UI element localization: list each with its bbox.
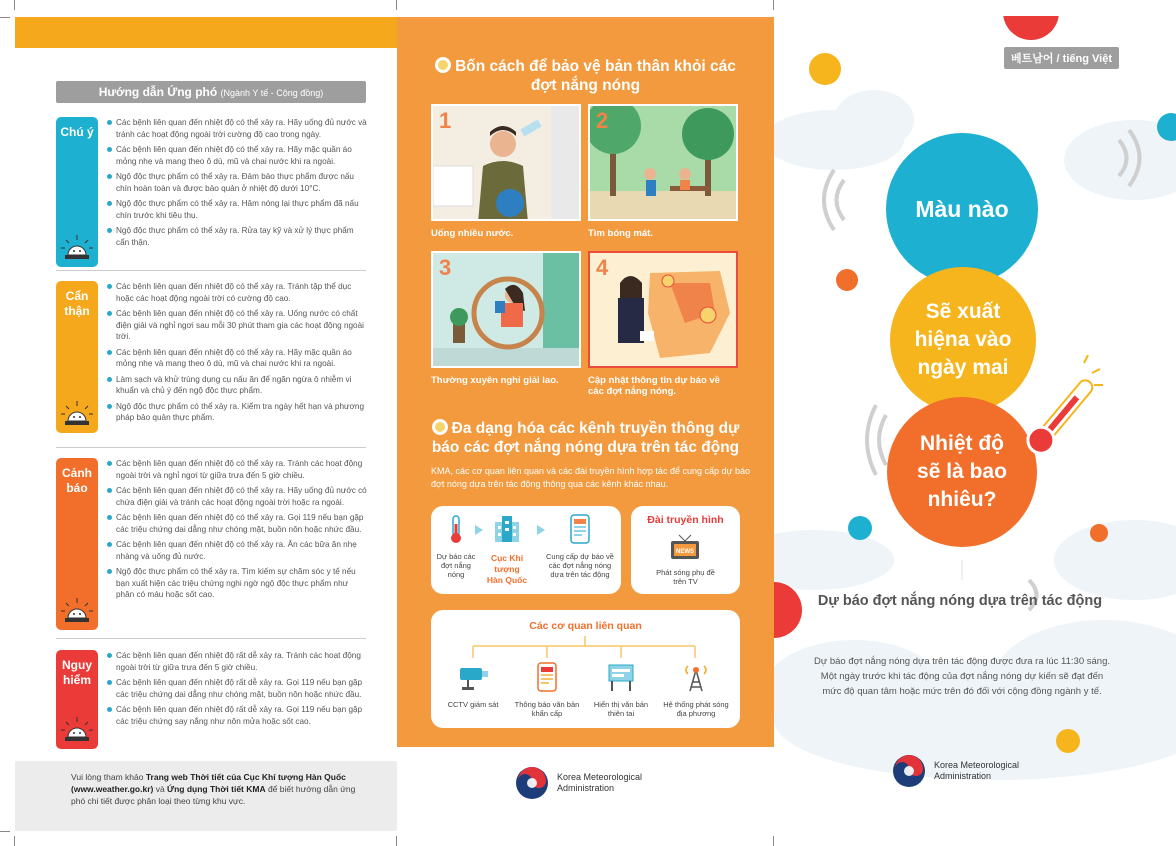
guideline-item: Các bệnh liên quan đến nhiệt độ rất dễ xảy ra. Gọi 119 nếu bạn gặp các triệu chứng dai dẳng như chóng mặt, buồn nôn hoặc nhức đầu. — [107, 677, 367, 700]
level-label: thận — [64, 304, 90, 318]
divider — [56, 270, 366, 271]
flow-text: Hàn Quốc — [486, 575, 528, 585]
question-text: Sẽ xuất — [925, 300, 1001, 323]
tip-image-take-breaks — [431, 251, 581, 368]
guideline-item: Các bệnh liên quan đến nhiệt độ có thể xảy ra. Ăn các bữa ăn nhẹ nhàng và uống đủ nước. — [107, 539, 367, 562]
siren-icon — [60, 596, 94, 624]
heading-line: đợt nắng nóng — [530, 77, 641, 94]
danger-guidelines — [107, 650, 367, 731]
guideline-item: Ngộ độc thực phẩm có thể xảy ra. Tìm kiếm sự chăm sóc y tế nếu bạn xuất hiện các triệu chứng nghi ngờ ngộ độc thực phẩm như phân có máu hoặc sốt cao. — [107, 566, 367, 601]
question-circle-color — [886, 133, 1038, 285]
siren-icon — [60, 399, 94, 427]
level-tag-warning — [56, 458, 98, 630]
guideline-item: Các bệnh liên quan đến nhiệt độ có thể xảy ra. Hãy uống đủ nước và tránh các hoạt động ngoài trời cường độ cao trong ngày. — [107, 117, 367, 140]
heading-line: Đa dạng hóa các kênh truyền thông dự — [451, 420, 740, 437]
heading-line: báo các đợt nắng nóng dựa trên tác động — [431, 439, 740, 456]
level-label: hiểm — [62, 673, 91, 687]
header-title: Hướng dẫn Ứng phó — [98, 85, 218, 99]
cover-subtitle: Dự báo đợt nắng nóng dựa trên tác động — [817, 593, 1103, 609]
news-label: NEWS — [676, 549, 694, 555]
agency-disaster-display — [587, 662, 655, 718]
tip-caption — [588, 375, 720, 397]
agency-local-broadcast — [659, 662, 733, 718]
level-caution — [56, 281, 366, 433]
agency-label: Hiển thị văn bản — [593, 700, 649, 709]
guideline-item: Các bệnh liên quan đến nhiệt độ rất dễ xảy ra. Gọi 119 nếu bạn gặp các triệu chứng say nắng như nôn mửa hoặc sốt cao. — [107, 704, 367, 727]
question-text: nhiêu? — [927, 488, 997, 511]
shade-park-illustration — [590, 106, 738, 221]
kma-app-link[interactable]: Ứng dụng Thời tiết KMA — [167, 784, 266, 794]
related-agencies-box — [431, 610, 740, 728]
tv-caption-line: trên TV — [673, 577, 698, 586]
bullet-dot-icon — [432, 419, 448, 435]
flow-step-provide — [543, 514, 617, 579]
logo-line: Administration — [557, 783, 615, 793]
phone-forecast-icon — [569, 514, 591, 544]
tip-number: 3 — [439, 255, 452, 280]
tv-news-icon — [669, 534, 701, 562]
tip-image-forecast-update — [588, 251, 738, 368]
agencies-connector — [431, 636, 740, 664]
taegeuk-logo-icon — [892, 754, 926, 788]
divider — [56, 638, 366, 639]
response-guide-header — [56, 81, 366, 103]
kma-logo-cover — [892, 754, 1019, 788]
guideline-item: Ngộ độc thực phẩm có thể xảy ra. Hâm nóng lại thực phẩm đã nấu chín trước khi tiêu thụ. — [107, 198, 367, 221]
siren-icon — [60, 715, 94, 743]
agency-label: khẩn cấp — [531, 709, 563, 718]
attention-guidelines — [107, 117, 367, 252]
guideline-item: Ngộ độc thực phẩm có thể xảy ra. Rửa tay kỹ và xử lý thực phẩm cẩn thận. — [107, 225, 367, 248]
level-label: Nguy — [62, 658, 92, 672]
forecast-flow-box — [431, 506, 621, 594]
agency-label: Thông báo văn bản — [514, 700, 580, 709]
question-text: sẽ là bao — [917, 460, 1007, 483]
guideline-item: Các bệnh liên quan đến nhiệt độ có thể xảy ra. Gọi 119 nếu bạn gặp các triệu chứng dai dẳng như chóng mặt, buồn nôn hoặc nhức đầu. — [107, 512, 367, 535]
section-heading-tips — [397, 57, 774, 95]
description-line: mức độ quan tâm hoặc mức trên đó đối với cộng đồng ngành y tế. — [822, 686, 1102, 697]
channels-intro-text: KMA, các cơ quan liên quan và các đài truyền hình hợp tác để cung cấp dự báo đợt nóng dựa trên tác động thông qua các kênh khác nhau. — [431, 466, 751, 489]
flow-text: Cung cấp dự báo về — [546, 552, 614, 561]
agency-label: thiên tai — [607, 709, 635, 718]
cover-panel — [774, 0, 1176, 846]
section-heading-channels — [397, 419, 774, 457]
divider — [56, 447, 366, 448]
crop-mark — [14, 836, 15, 846]
question-text: Nhiệt độ — [920, 432, 1004, 455]
guideline-item: Các bệnh liên quan đến nhiệt độ có thể xảy ra. Hãy mặc quần áo mỏng nhẹ và mang theo ô dù, mũ và chai nước khi ra ngoài. — [107, 144, 367, 167]
description-line: Một ngày trước khi tác động của đợt nắng nóng dự kiến sẽ đạt đến — [820, 671, 1104, 682]
flow-step-forecast — [433, 514, 479, 579]
guideline-item: Các bệnh liên quan đến nhiệt độ có thể xảy ra. Tránh tập thể dục hoặc các hoạt động ngoài trời có cường độ cao. — [107, 281, 367, 304]
tv-broadcast-box — [631, 506, 740, 594]
taegeuk-logo-icon — [515, 766, 549, 800]
guideline-item: Ngộ độc thực phẩm có thể xảy ra. Đảm bảo thực phẩm được nấu chín hoàn toàn và được bảo quản ở nhiệt độ dưới 10°C. — [107, 171, 367, 194]
kma-logo-text — [934, 760, 1019, 782]
signboard-icon — [606, 662, 636, 692]
level-tag-danger — [56, 650, 98, 749]
kma-logo-text — [557, 772, 642, 794]
cover-description — [812, 654, 1112, 699]
flow-text: Cục Khí tượng — [490, 553, 524, 574]
tv-caption-line: Phát sóng phụ đề — [656, 568, 715, 577]
guideline-item: Các bệnh liên quan đến nhiệt độ có thể xảy ra. Hãy uống đủ nước có chứa điện giải và tránh các hoạt động ngoài trời hoặc ra ngoài. — [107, 485, 367, 508]
guideline-item: Các bệnh liên quan đến nhiệt độ có thể xảy ra. Tránh các hoạt động ngoài trời và nghỉ ngơi từ giữa trưa đến 5 giờ chiều. — [107, 458, 367, 481]
warning-guidelines — [107, 458, 367, 605]
language-badge: 베트남어 / tiếng Việt — [1004, 47, 1119, 69]
logo-line: Administration — [934, 771, 992, 781]
heading-line: Bốn cách để bảo vệ bản thân khỏi các — [455, 58, 736, 75]
agency-label: CCTV giám sát — [447, 700, 499, 709]
emergency-phone-icon — [536, 662, 558, 692]
tip-caption-line: Cập nhật thông tin dự báo về — [588, 375, 720, 386]
reference-footer — [15, 761, 397, 831]
caution-guidelines — [107, 281, 367, 428]
tip-caption: Thường xuyên nghỉ giải lao. — [431, 375, 559, 386]
tip-caption: Uống nhiều nước. — [431, 228, 514, 239]
forecast-presenter-illustration — [590, 253, 738, 368]
guideline-item: Các bệnh liên quan đến nhiệt độ rất dễ xảy ra. Tránh các hoạt động ngoài trời từ giữa trưa đến 5 giờ chiều. — [107, 650, 367, 673]
question-text: hiệna vào — [914, 328, 1012, 351]
level-label: Cẩn — [65, 289, 89, 303]
thermometer-icon — [448, 514, 464, 544]
tip-image-find-shade — [588, 104, 738, 221]
agency-emergency-text — [513, 662, 581, 718]
level-tag-caution — [56, 281, 98, 433]
tv-title: Đài truyền hình — [647, 514, 724, 526]
crop-mark — [0, 831, 10, 832]
tip-number: 4 — [596, 255, 609, 280]
tip-number: 1 — [439, 108, 452, 133]
top-accent-bar — [15, 17, 397, 48]
footer-text: để biết hướng dẫn ứng phó chi tiết được phân loại theo từng khu vực. — [71, 784, 356, 806]
bullet-dot-icon — [435, 57, 451, 73]
kma-website-link[interactable]: Trang web Thời tiết của Cục Khí tượng Hàn Quốc (www.weather.go.kr) — [71, 772, 346, 794]
crop-mark — [0, 17, 10, 18]
tip-number: 2 — [596, 108, 609, 133]
flow-text: nóng — [447, 570, 465, 579]
thermometer-icon — [1004, 355, 1104, 465]
description-line: Dự báo đợt nắng nóng dựa trên tác động được đưa ra lúc 11:30 sáng. — [814, 656, 1110, 667]
tips-panel — [397, 17, 774, 747]
guideline-item: Làm sạch và khử trùng dụng cụ nấu ăn để ngăn ngừa ô nhiễm vi khuẩn và chủ ý đến ngộ độc thực phẩm. — [107, 374, 367, 397]
question-text: Màu nào — [915, 195, 1009, 222]
flow-text: các đợt nắng nóng — [548, 561, 612, 570]
building-icon — [492, 514, 522, 544]
crop-mark — [396, 0, 397, 10]
agencies-title: Các cơ quan liên quan — [529, 620, 642, 632]
footer-text: Vui lòng tham khảo — [71, 772, 146, 782]
tip-image-drink-water — [431, 104, 581, 221]
siren-icon — [60, 233, 94, 261]
drinking-water-illustration — [433, 106, 581, 221]
logo-line: Korea Meteorological — [557, 772, 643, 782]
question-text: ngày mai — [917, 356, 1009, 379]
footer-text: và — [153, 784, 168, 794]
tip-caption-line: các đợt nắng nóng. — [588, 386, 677, 397]
cctv-camera-icon — [456, 662, 490, 692]
flow-text: dựa trên tác động — [550, 570, 610, 579]
tv-caption — [631, 568, 740, 586]
crop-mark — [14, 0, 15, 10]
tip-caption: Tìm bóng mát. — [588, 228, 653, 239]
logo-line: Korea Meteorological — [934, 760, 1020, 770]
guideline-item: Các bệnh liên quan đến nhiệt độ có thể xảy ra. Hãy mặc quần áo mỏng nhẹ và mang theo ô dù, mũ và chai nước khi ra ngoài. — [107, 347, 367, 370]
agency-label: Hệ thống phát sóng — [663, 700, 729, 709]
level-label: Cảnh — [62, 466, 92, 480]
response-guide-panel — [15, 17, 397, 831]
kma-logo-middle — [515, 766, 642, 800]
crop-mark — [396, 836, 397, 846]
resting-chair-illustration — [433, 253, 581, 368]
broadcast-tower-icon — [681, 662, 711, 692]
guideline-item: Ngộ độc thực phẩm có thể xảy ra. Kiểm tra ngày hết hạn và phương pháp bảo quản thực phẩm. — [107, 401, 367, 424]
level-danger — [56, 650, 366, 749]
header-subtitle: (Ngành Y tế - Cộng đồng) — [220, 88, 324, 98]
level-label: Chú ý — [60, 125, 94, 139]
level-warning — [56, 458, 366, 630]
agency-label: địa phương — [676, 709, 716, 718]
level-label: báo — [66, 481, 88, 495]
level-attention — [56, 117, 366, 267]
guideline-item: Các bệnh liên quan đến nhiệt độ có thể xảy ra. Uống nước có chất điện giải và nghỉ ngơi sau mỗi 30 phút tham gia các hoạt động ngoài trời. — [107, 308, 367, 343]
flow-step-kma — [479, 514, 535, 586]
flow-text: Dự báo các — [436, 552, 476, 561]
agency-cctv — [443, 662, 503, 709]
flow-text: đợt nắng — [441, 561, 471, 570]
level-tag-attention — [56, 117, 98, 267]
